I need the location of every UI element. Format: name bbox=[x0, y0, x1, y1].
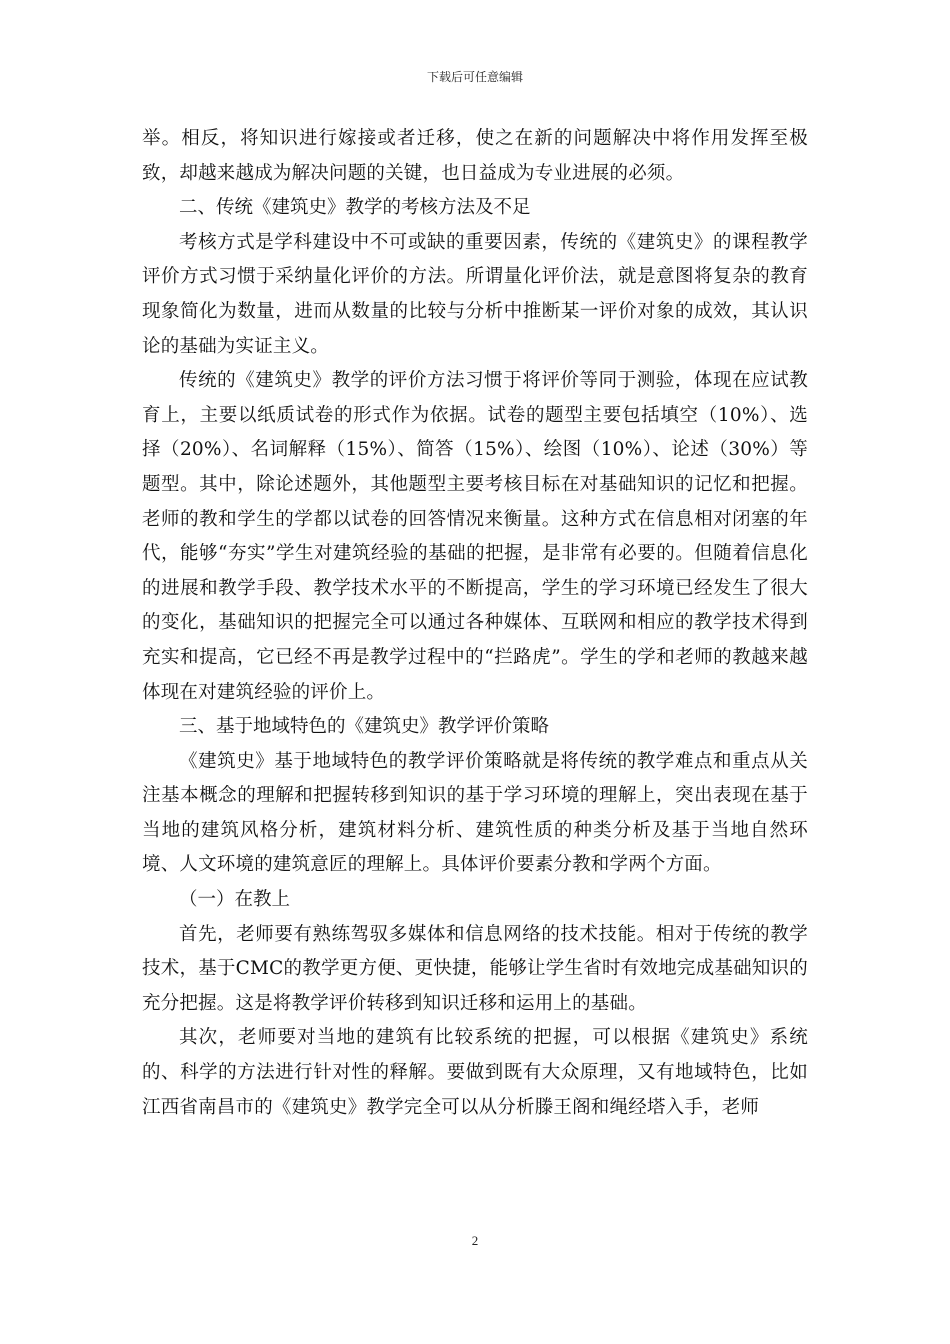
page-number: 2 bbox=[471, 1233, 479, 1248]
document-body bbox=[142, 122, 808, 1125]
paragraph-traditional-evaluation: 传统的《建筑史》教学的评价方法习惯于将评价等同于测验，体现在应试教育上，主要以纸质试卷的形式作为依据。试卷的题型主要包括填空（10%）、选择（20%）、名词解释（15%）、简答（15%）、绘图（10%）、论述（30%）等题型。其中，除论述题外，其他题型主要考核目标在对基础知识的记忆和把握。老师的教和学生的学都以试卷的回答情况来衡量。这种方式在信息相对闭塞的年代，能够“夯实”学生对建筑经验的基础的把握，是非常有必要的。但随着信息化的进展和教学手段、教学技术水平的不断提高，学生的学习环境已经发生了很大的变化，基础知识的把握完全可以通过各种媒体、互联网和相应的教学技术得到充实和提高，它已经不再是教学过程中的“拦路虎”。学生的学和老师的教越来越体现在对建筑经验的评价上。 bbox=[142, 370, 808, 703]
section-heading-2: 二、传统《建筑史》教学的考核方法及不足 bbox=[179, 197, 531, 219]
paragraph-continuation: 举。相反，将知识进行嫁接或者迁移，使之在新的问题解决中将作用发挥至极致，却越来越成为解决问题的关键，也日益成为专业进展的必须。 bbox=[142, 128, 808, 184]
subsection-heading-teaching: （一）在教上 bbox=[179, 889, 291, 911]
paragraph-first: 首先，老师要有熟练驾驭多媒体和信息网络的技术技能。相对于传统的教学技术，基于CMC的教学更方便、更快捷，能够让学生省时有效地完成基础知识的充分把握。这是将教学评价转移到知识迁移和运用上的基础。 bbox=[142, 923, 808, 1014]
paragraph-second: 其次，老师要对当地的建筑有比较系统的把握，可以根据《建筑史》系统的、科学的方法进行针对性的释解。要做到既有大众原理，又有地域特色，比如江西省南昌市的《建筑史》教学完全可以从分析滕王阁和绳经塔入手，老师 bbox=[142, 1027, 808, 1118]
section-heading-3: 三、基于地域特色的《建筑史》教学评价策略 bbox=[179, 716, 550, 738]
paragraph-regional-strategy: 《建筑史》基于地域特色的教学评价策略就是将传统的教学难点和重点从关注基本概念的理解和把握转移到知识的基于学习环境的理解上，突出表现在基于当地的建筑风格分析，建筑材料分析、建筑性质的种类分析及基于当地自然环境、人文环境的建筑意匠的理解上。具体评价要素分教和学两个方面。 bbox=[142, 750, 808, 876]
page-header-note: 下载后可任意编辑 bbox=[426, 70, 523, 84]
paragraph-assessment-method: 考核方式是学科建设中不可或缺的重要因素，传统的《建筑史》的课程教学评价方式习惯于采纳量化评价的方法。所谓量化评价法，就是意图将复杂的教育现象简化为数量，进而从数量的比较与分析中推断某一评价对象的成效，其认识论的基础为实证主义。 bbox=[142, 231, 808, 357]
